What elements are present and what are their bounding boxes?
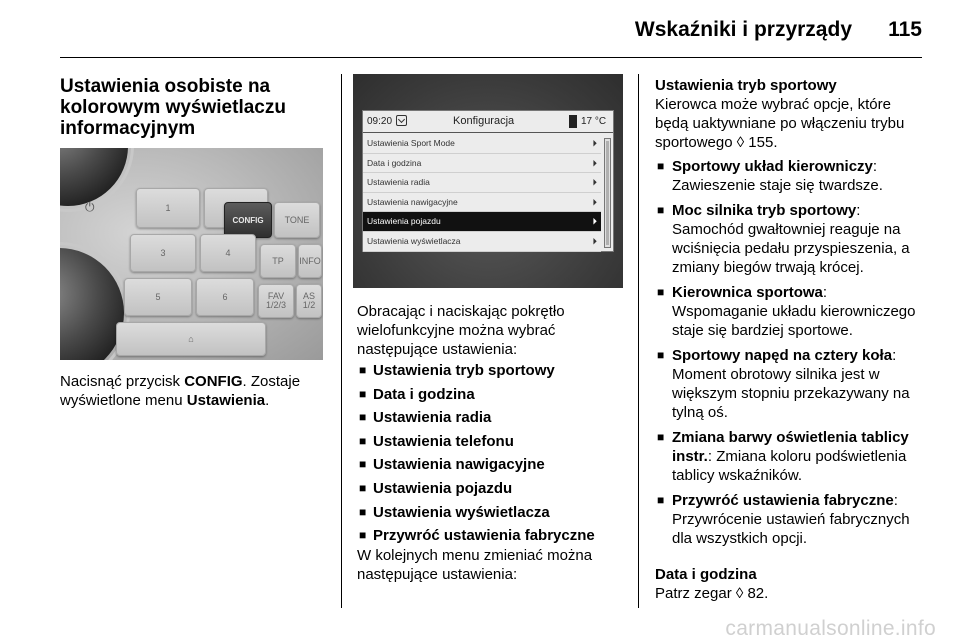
list-item: ■ Ustawienia pojazdu — [359, 479, 513, 497]
knob-upper — [60, 148, 128, 206]
menu-item-radio[interactable]: Ustawienia radia ⏵ — [363, 173, 601, 193]
chevron-right-icon: ⏵ — [592, 177, 597, 188]
list-item: ■ Ustawienia telefonu — [359, 432, 514, 450]
key-6: 6 — [196, 278, 254, 316]
list-item: ■ Zmiana barwy oświetlenia tablicy instr.: Zmiana koloru podświetlenia tablicy wskaźników. — [657, 429, 909, 484]
bullet-icon: ■ — [657, 430, 665, 444]
page-number: 115 — [888, 18, 922, 41]
key-5: 5 — [124, 278, 192, 316]
chevron-right-icon: ⏵ — [592, 196, 597, 207]
option-description: Samochód gwałtowniej reaguje na wciśnięcia pedału przyspieszenia, a zmiany biegów trwają krócej. — [672, 221, 910, 276]
menu-scrollbar[interactable] — [604, 138, 611, 248]
bullet-icon: ■ — [359, 386, 367, 401]
multifunction-knob — [60, 248, 124, 360]
menu-item-vehicle-selected[interactable]: Ustawienia pojazdu ⏵ — [363, 212, 601, 232]
option-description: Przywrócenie ustawień fabrycznych dla wszystkich opcji. — [672, 511, 910, 547]
list-item: ■ Moc silnika tryb sportowy: Samochód gwałtowniej reaguje na wciśnięcia pedału przyspieszenia, a zmiany biegów trwają krócej. — [657, 202, 910, 276]
chevron-right-icon: ⏵ — [592, 157, 597, 168]
key-1: 1 — [136, 188, 200, 228]
key-3: 3 — [130, 234, 196, 272]
sport-mode-intro: Kierowca może wybrać opcje, które będą uaktywniane po włączeniu trybu sportowego ◊ 155. — [655, 96, 905, 151]
menu-item-display[interactable]: Ustawienia wyświetlacza ⏵ — [363, 232, 601, 252]
list-item: ■ Ustawienia radia — [359, 409, 492, 427]
back-icon — [396, 115, 407, 126]
option-description: Zawieszenie staje się twardsze. — [672, 177, 883, 194]
option-name: Przywróć ustawienia fabryczne — [672, 492, 894, 509]
photo-caption — [60, 372, 335, 410]
list-item: ■ Kierownica sportowa: Wspomaganie układu kierowniczego staje się bardziej sportowe. — [657, 284, 916, 339]
tone-key: TONE — [274, 202, 320, 238]
bullet-icon: ■ — [359, 363, 367, 377]
screen-title: Konfiguracja — [453, 115, 515, 127]
caption-menu: Ustawienia — [186, 392, 266, 409]
outro-paragraph: W kolejnych menu zmieniać można następujące ustawienia: — [357, 547, 593, 583]
option-name: Sportowy napęd na cztery koła — [672, 347, 893, 364]
bullet-icon: ■ — [359, 410, 367, 425]
option-name: Moc silnika tryb sportowy — [672, 202, 857, 219]
option-name: Sportowy układ kierowniczy — [672, 158, 873, 175]
date-time-text: Patrz zegar ◊ 82. — [655, 585, 769, 602]
list-item: ■ Sportowy układ kierowniczy: Zawieszenie staje się twardsze. — [657, 158, 883, 194]
console-photo — [60, 148, 323, 360]
screen-status-bar — [363, 111, 613, 133]
bullet-icon: ■ — [359, 433, 367, 448]
bullet-icon: ■ — [657, 203, 665, 217]
screen-time: 09:20 — [367, 116, 393, 127]
menu-item-sport-mode[interactable]: Ustawienia Sport Mode ⏵ — [363, 134, 601, 154]
list-item: ■ Przywróć ustawienia fabryczne — [359, 527, 595, 545]
section-heading: Ustawienia osobiste na kolorowym wyświetlaczu informacyjnym — [60, 76, 286, 139]
bullet-icon: ■ — [359, 504, 367, 519]
caption-config: CONFIG — [184, 373, 243, 390]
date-time-heading: Data i godzina — [655, 566, 757, 583]
sport-options-list — [655, 157, 925, 548]
page-header-title: Wskaźniki i przyrządy — [634, 18, 852, 41]
list-item: ■ Przywróć ustawienia fabryczne: Przywrócenie ustawień fabrycznych dla wszystkich opcji. — [657, 492, 910, 547]
outside-temp-icon — [569, 115, 577, 128]
config-key: CONFIG — [224, 202, 272, 238]
caption-prefix: Nacisnąć przycisk — [60, 373, 185, 390]
option-description: Zmiana koloru podświetlenia tablicy wskaźników. — [672, 448, 907, 484]
list-item: ■ Ustawienia wyświetlacza — [359, 503, 550, 521]
chevron-right-icon: ⏵ — [592, 138, 597, 148]
power-icon: ⏻ — [85, 200, 95, 214]
bullet-icon: ■ — [657, 493, 665, 507]
option-description: Moment obrotowy silnika jest w większym stopniu przekazywany na tylną oś. — [672, 366, 910, 421]
intro-paragraph: Obracając i naciskając pokrętło wielofunkcyjne można wybrać następujące ustawienia: — [357, 303, 565, 358]
chevron-right-icon: ⏵ — [592, 235, 597, 246]
fav-key: FAV 1/2/3 — [258, 284, 294, 318]
bullet-icon: ■ — [359, 528, 367, 543]
config-menu-list — [363, 134, 601, 252]
bullet-icon: ■ — [657, 159, 665, 173]
chevron-right-icon: ⏵ — [592, 216, 597, 227]
list-item: ■ Ustawienia nawigacyjne — [359, 456, 545, 474]
screen-temperature: 17 °C — [581, 116, 607, 127]
key-4: 4 — [200, 234, 256, 272]
column-divider-left — [341, 74, 342, 608]
right-column — [655, 76, 925, 603]
option-name: Zmiana barwy oświetlenia tablicy instr. — [672, 429, 909, 465]
menu-item-navigation[interactable]: Ustawienia nawigacyjne ⏵ — [363, 193, 601, 213]
scrollbar-thumb[interactable] — [606, 141, 609, 245]
bullet-icon: ■ — [359, 457, 367, 472]
caption-middle: . Zostaje wyświetlone menu — [60, 373, 301, 409]
home-key: ⌂ — [116, 322, 266, 356]
info-key: INFO — [298, 244, 322, 278]
header-rule — [60, 57, 922, 58]
watermark: carmanualsonline.info — [725, 617, 936, 640]
sport-mode-heading: Ustawienia tryb sportowy — [655, 77, 837, 94]
list-item: ■ Sportowy napęd na cztery koła: Moment obrotowy silnika jest w większym stopniu przekazywany na tylną oś. — [657, 347, 910, 421]
option-name: Kierownica sportowa — [672, 284, 823, 301]
bullet-icon: ■ — [359, 480, 367, 495]
as-key: AS 1/2 — [296, 284, 322, 318]
column-divider-right — [638, 74, 639, 608]
bullet-icon: ■ — [657, 348, 665, 362]
tp-key: TP — [260, 244, 296, 278]
list-item: ■ Data i godzina — [359, 385, 475, 403]
settings-list — [357, 361, 627, 550]
menu-item-date-time[interactable]: Data i godzina ⏵ — [363, 154, 601, 174]
caption-suffix: . — [265, 392, 270, 409]
display-screenshot — [353, 74, 623, 288]
option-description: Wspomaganie układu kierowniczego staje się bardziej sportowe. — [672, 303, 916, 339]
list-item: ■ Ustawienia tryb sportowy — [359, 362, 555, 379]
config-screen — [362, 110, 614, 252]
bullet-icon: ■ — [657, 285, 665, 299]
